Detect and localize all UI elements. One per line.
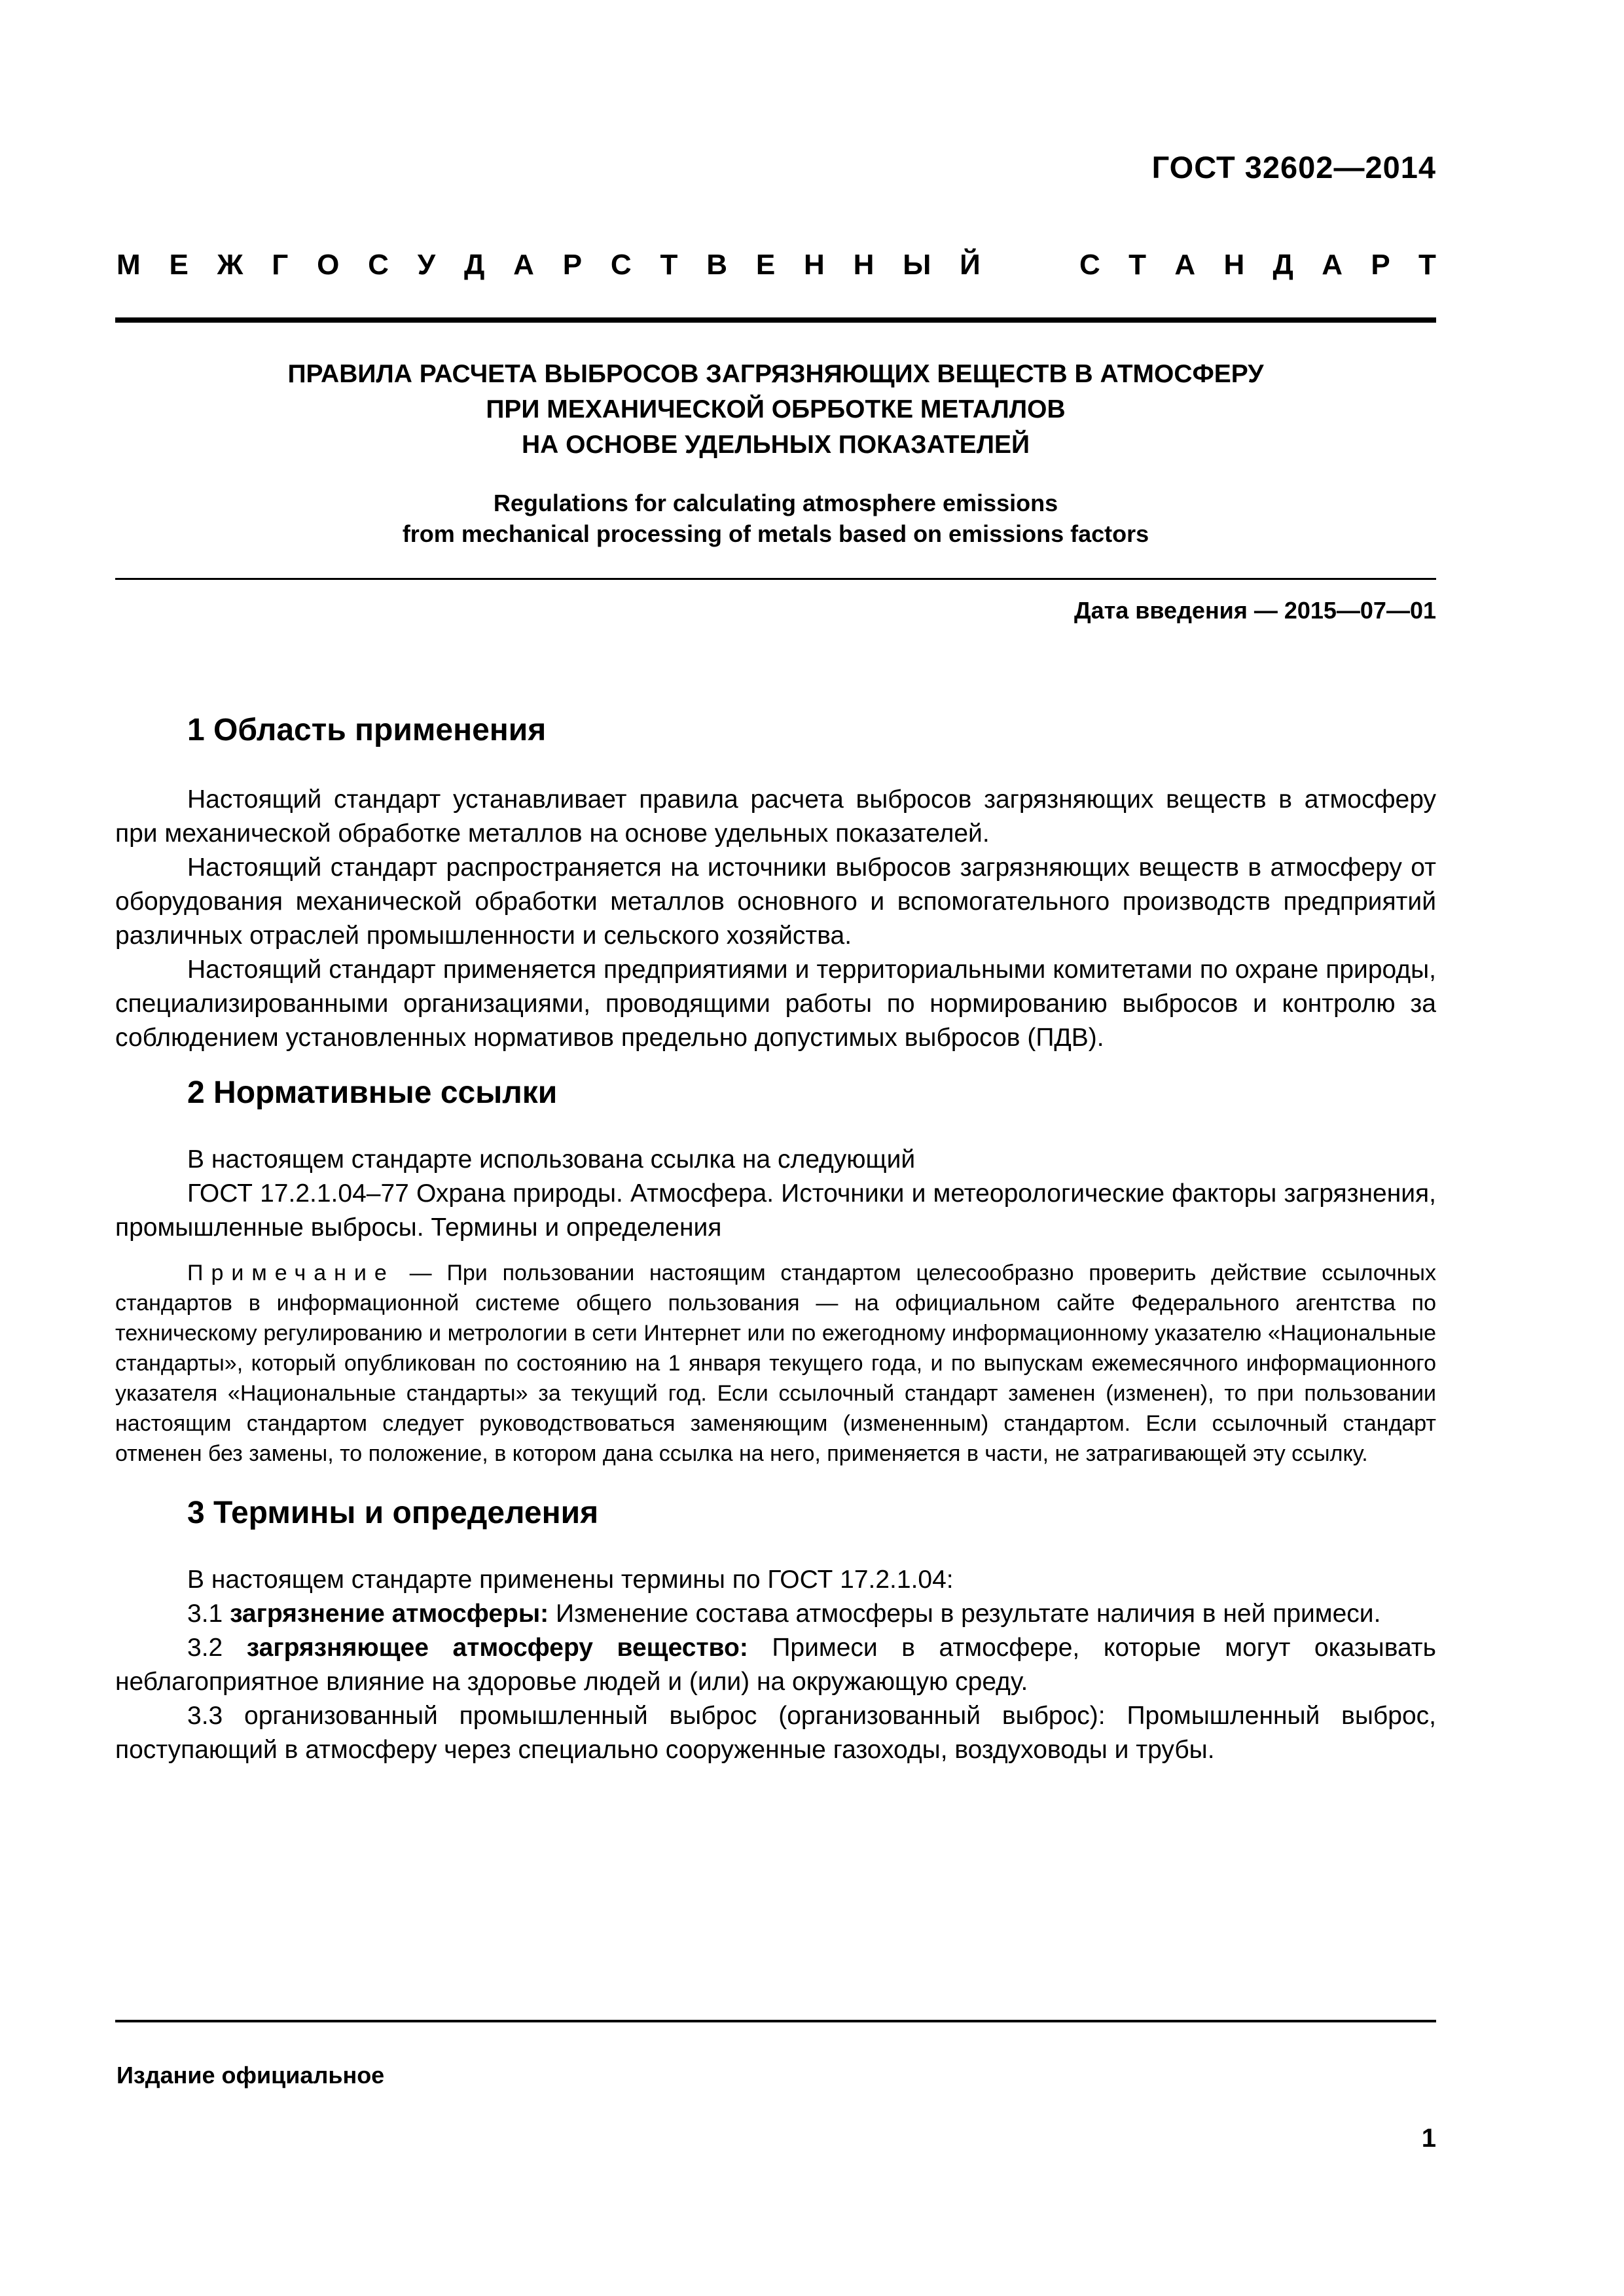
banner-letter: О xyxy=(317,249,340,281)
document-body xyxy=(115,707,1436,1767)
banner-letter: У xyxy=(417,249,436,281)
section-3-paragraph: В настоящем стандарте применены термины по ГОСТ 17.2.1.04: xyxy=(187,1566,954,1594)
section-1-paragraph: Настоящий стандарт устанавливает правила расчета выбросов загрязняющих веществ в атмосферу при механической обработке металлов на основе удельных показателей. xyxy=(115,785,1436,848)
term-number: 3.1 xyxy=(187,1600,230,1628)
gost-number: ГОСТ 32602—2014 xyxy=(1151,150,1436,185)
banner-letter: А xyxy=(513,249,534,281)
term-name: загрязняющее атмосферу вещество: xyxy=(246,1634,748,1662)
term-number: 3.2 xyxy=(187,1634,247,1662)
english-title-line-2: from mechanical processing of metals based on emissions factors xyxy=(402,520,1149,547)
banner-letter: С xyxy=(610,249,632,281)
normative-reference: ГОСТ 17.2.1.04–77 Охрана природы. Атмосфера. Источники и метеорологические факторы загрязнения, промышленные выбросы. Термины и определения xyxy=(115,1179,1436,1242)
banner-letter: Р xyxy=(562,249,583,281)
title-line-1: ПРАВИЛА РАСЧЕТА ВЫБРОСОВ ЗАГРЯЗНЯЮЩИХ ВЕЩЕСТВ В АТМОСФЕРУ xyxy=(287,360,1264,388)
term-definition: Изменение состава атмосферы в результате наличия в ней примеси. xyxy=(549,1600,1381,1628)
section-3-heading: 3 Термины и определения xyxy=(187,1496,599,1530)
english-title xyxy=(115,488,1436,549)
banner-letter: Г xyxy=(272,249,289,281)
term-3-1 xyxy=(115,1597,1436,1631)
section-1-paragraph: Настоящий стандарт распространяется на источники выбросов загрязняющих веществ в атмосферу от оборудования механической обработки металлов основного и вспомогательного производств предприятий различных отраслей промышленности и сельского хозяйства. xyxy=(115,853,1436,950)
section-1-heading: 1 Область применения xyxy=(187,713,547,747)
header-rule xyxy=(115,317,1436,323)
title-line-3: НА ОСНОВЕ УДЕЛЬНЫХ ПОКАЗАТЕЛЕЙ xyxy=(521,431,1030,459)
official-edition-label: Издание официальное xyxy=(117,2062,385,2089)
title-rule xyxy=(115,578,1436,580)
banner-letter: Т xyxy=(1418,249,1436,281)
term-definition: Примеси в атмосфере, которые могут оказывать неблагоприятное влияние на здоровье людей и (или) на окружающую среду. xyxy=(115,1634,1436,1696)
note-label: Примечание xyxy=(187,1261,395,1285)
page-number: 1 xyxy=(1421,2124,1436,2153)
banner-letter: Т xyxy=(660,249,678,281)
banner-letter: Р xyxy=(1371,249,1390,281)
banner-letter: Ж xyxy=(217,249,244,281)
note-text: — При пользовании настоящим стандартом целесообразно проверить действие ссылочных стандартов в информационной системе общего пользования — на официальном сайте Федерального агентства по техническому регулированию и метрологии в сети Интернет или по ежегодному информационному указателю «Национальные стандарты», который опубликован по состоянию на 1 января текущего года, и по выпускам ежемесячного информационного указателя «Национальные стандарты» за текущий год. Если ссылочный стандарт заменен (изменен), то при пользовании настоящим стандартом следует руководствоваться заменяющим (измененным) стандартом. Если ссылочный стандарт отменен без замены, то положение, в котором дана ссылка на него, применяется в части, не затрагивающей эту ссылку. xyxy=(115,1261,1436,1466)
banner-letter: С xyxy=(1079,249,1100,281)
standard-word xyxy=(1079,249,1436,281)
note-paragraph xyxy=(115,1258,1436,1469)
banner-letter: Т xyxy=(1128,249,1146,281)
title-line-2: ПРИ МЕХАНИЧЕСКОЙ ОБРБОТКЕ МЕТАЛЛОВ xyxy=(486,395,1066,423)
document-title xyxy=(115,357,1436,463)
banner-letter: М xyxy=(117,249,141,281)
banner-letter: А xyxy=(1174,249,1196,281)
banner-letter: Е xyxy=(755,249,776,281)
section-1-paragraph: Настоящий стандарт применяется предприятиями и территориальными комитетами по охране природы, специализированными организациями, проводящими работы по нормированию выбросов и контролю за соблюдением установленных нормативов предельно допустимых выбросов (ПДВ). xyxy=(115,956,1436,1052)
interstate-standard-banner xyxy=(117,249,1436,281)
banner-letter: В xyxy=(706,249,728,281)
term-3-3: 3.3 организованный промышленный выброс (организованный выброс): Промышленный выброс, поступающий в атмосферу через специально сооруженные газоходы, воздуховоды и трубы. xyxy=(115,1702,1436,1764)
banner-letter: Й xyxy=(960,249,981,281)
banner-letter: Д xyxy=(463,249,485,281)
banner-letter: Е xyxy=(169,249,189,281)
introduction-date: Дата введения — 2015—07—01 xyxy=(1074,597,1436,624)
banner-letter: Н xyxy=(804,249,825,281)
banner-letter: Ы xyxy=(903,249,931,281)
footer-rule xyxy=(115,2020,1436,2022)
banner-letter: А xyxy=(1322,249,1343,281)
term-3-2 xyxy=(115,1631,1436,1699)
banner-letter: Н xyxy=(1223,249,1245,281)
banner-letter: С xyxy=(368,249,389,281)
section-2-paragraph: В настоящем стандарте использована ссылка на следующий xyxy=(187,1145,916,1174)
banner-letter: Д xyxy=(1272,249,1293,281)
english-title-line-1: Regulations for calculating atmosphere emissions xyxy=(493,490,1058,516)
term-name: загрязнение атмосферы: xyxy=(230,1600,549,1628)
interstate-word xyxy=(117,249,981,281)
section-2-heading: 2 Нормативные ссылки xyxy=(187,1075,558,1110)
banner-letter: Н xyxy=(853,249,875,281)
